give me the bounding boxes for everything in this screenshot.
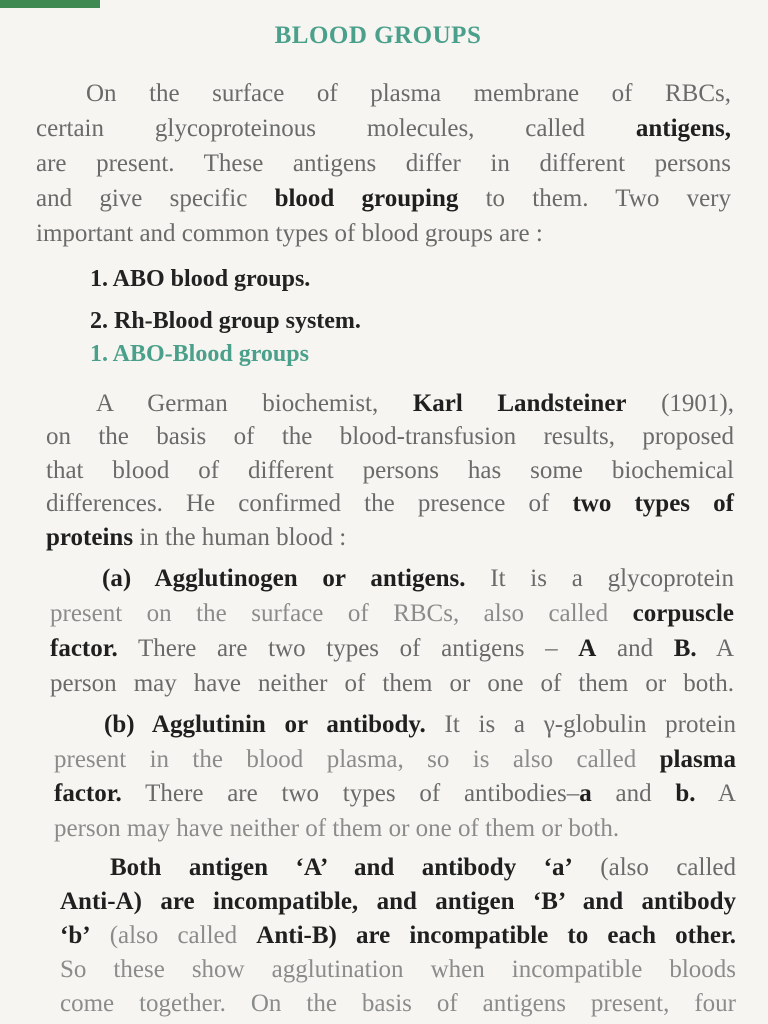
paragraph-line: factor. There are two types of antibodies–a and b. A [54, 780, 736, 807]
paragraph-line: factor. There are two types of antigens – A and B. A [50, 635, 734, 662]
paragraph-line: person may have neither of them or one of them or both. [54, 815, 620, 842]
section-subheading: 1. ABO-Blood groups [90, 341, 309, 367]
list-item: 2. Rh-Blood group system. [90, 308, 361, 334]
paragraph-line: A German biochemist, Karl Landsteiner (1901), [96, 390, 734, 417]
intro-line: certain glycoproteinous molecules, called antigens, [36, 115, 731, 142]
paragraph-line: present in the blood plasma, so is also called plasma [54, 746, 736, 773]
paragraph-line: proteins in the human blood : [46, 524, 347, 551]
paragraph-line: person may have neither of them or one of them or both. [50, 670, 734, 697]
paragraph-line: on the basis of the blood-transfusion results, proposed [46, 423, 734, 450]
list-item: 1. ABO blood groups. [90, 266, 311, 292]
paragraph-line: ‘b’ (also called Anti-B) are incompatible to each other. [60, 922, 737, 949]
paragraph-line: So these show agglutination when incompatible bloods [60, 956, 736, 983]
paragraph-line: come together. On the basis of antigens present, four [60, 990, 736, 1017]
paragraph-line: (a) Agglutinogen or antigens. It is a glycoprotein [102, 565, 734, 592]
paragraph-line: Anti-A) are incompatible, and antigen ‘B’ and antibody [60, 888, 737, 915]
page-title: BLOOD GROUPS [274, 22, 482, 49]
intro-line: are present. These antigens differ in different persons [36, 150, 731, 177]
paragraph-line: Both antigen ‘A’ and antibody ‘a’ (also called [110, 854, 737, 881]
intro-line: On the surface of plasma membrane of RBCs, [86, 80, 731, 107]
paragraph-line: (b) Agglutinin or antibody. It is a γ-globulin protein [104, 711, 736, 738]
intro-line: important and common types of blood groups are : [36, 220, 543, 247]
paragraph-line: present on the surface of RBCs, also called corpuscle [50, 600, 734, 627]
intro-line: and give specific blood grouping to them. Two very [36, 185, 732, 212]
paragraph-line: differences. He confirmed the presence of two types of [46, 490, 734, 517]
paragraph-line: that blood of different persons has some biochemical [46, 457, 734, 484]
